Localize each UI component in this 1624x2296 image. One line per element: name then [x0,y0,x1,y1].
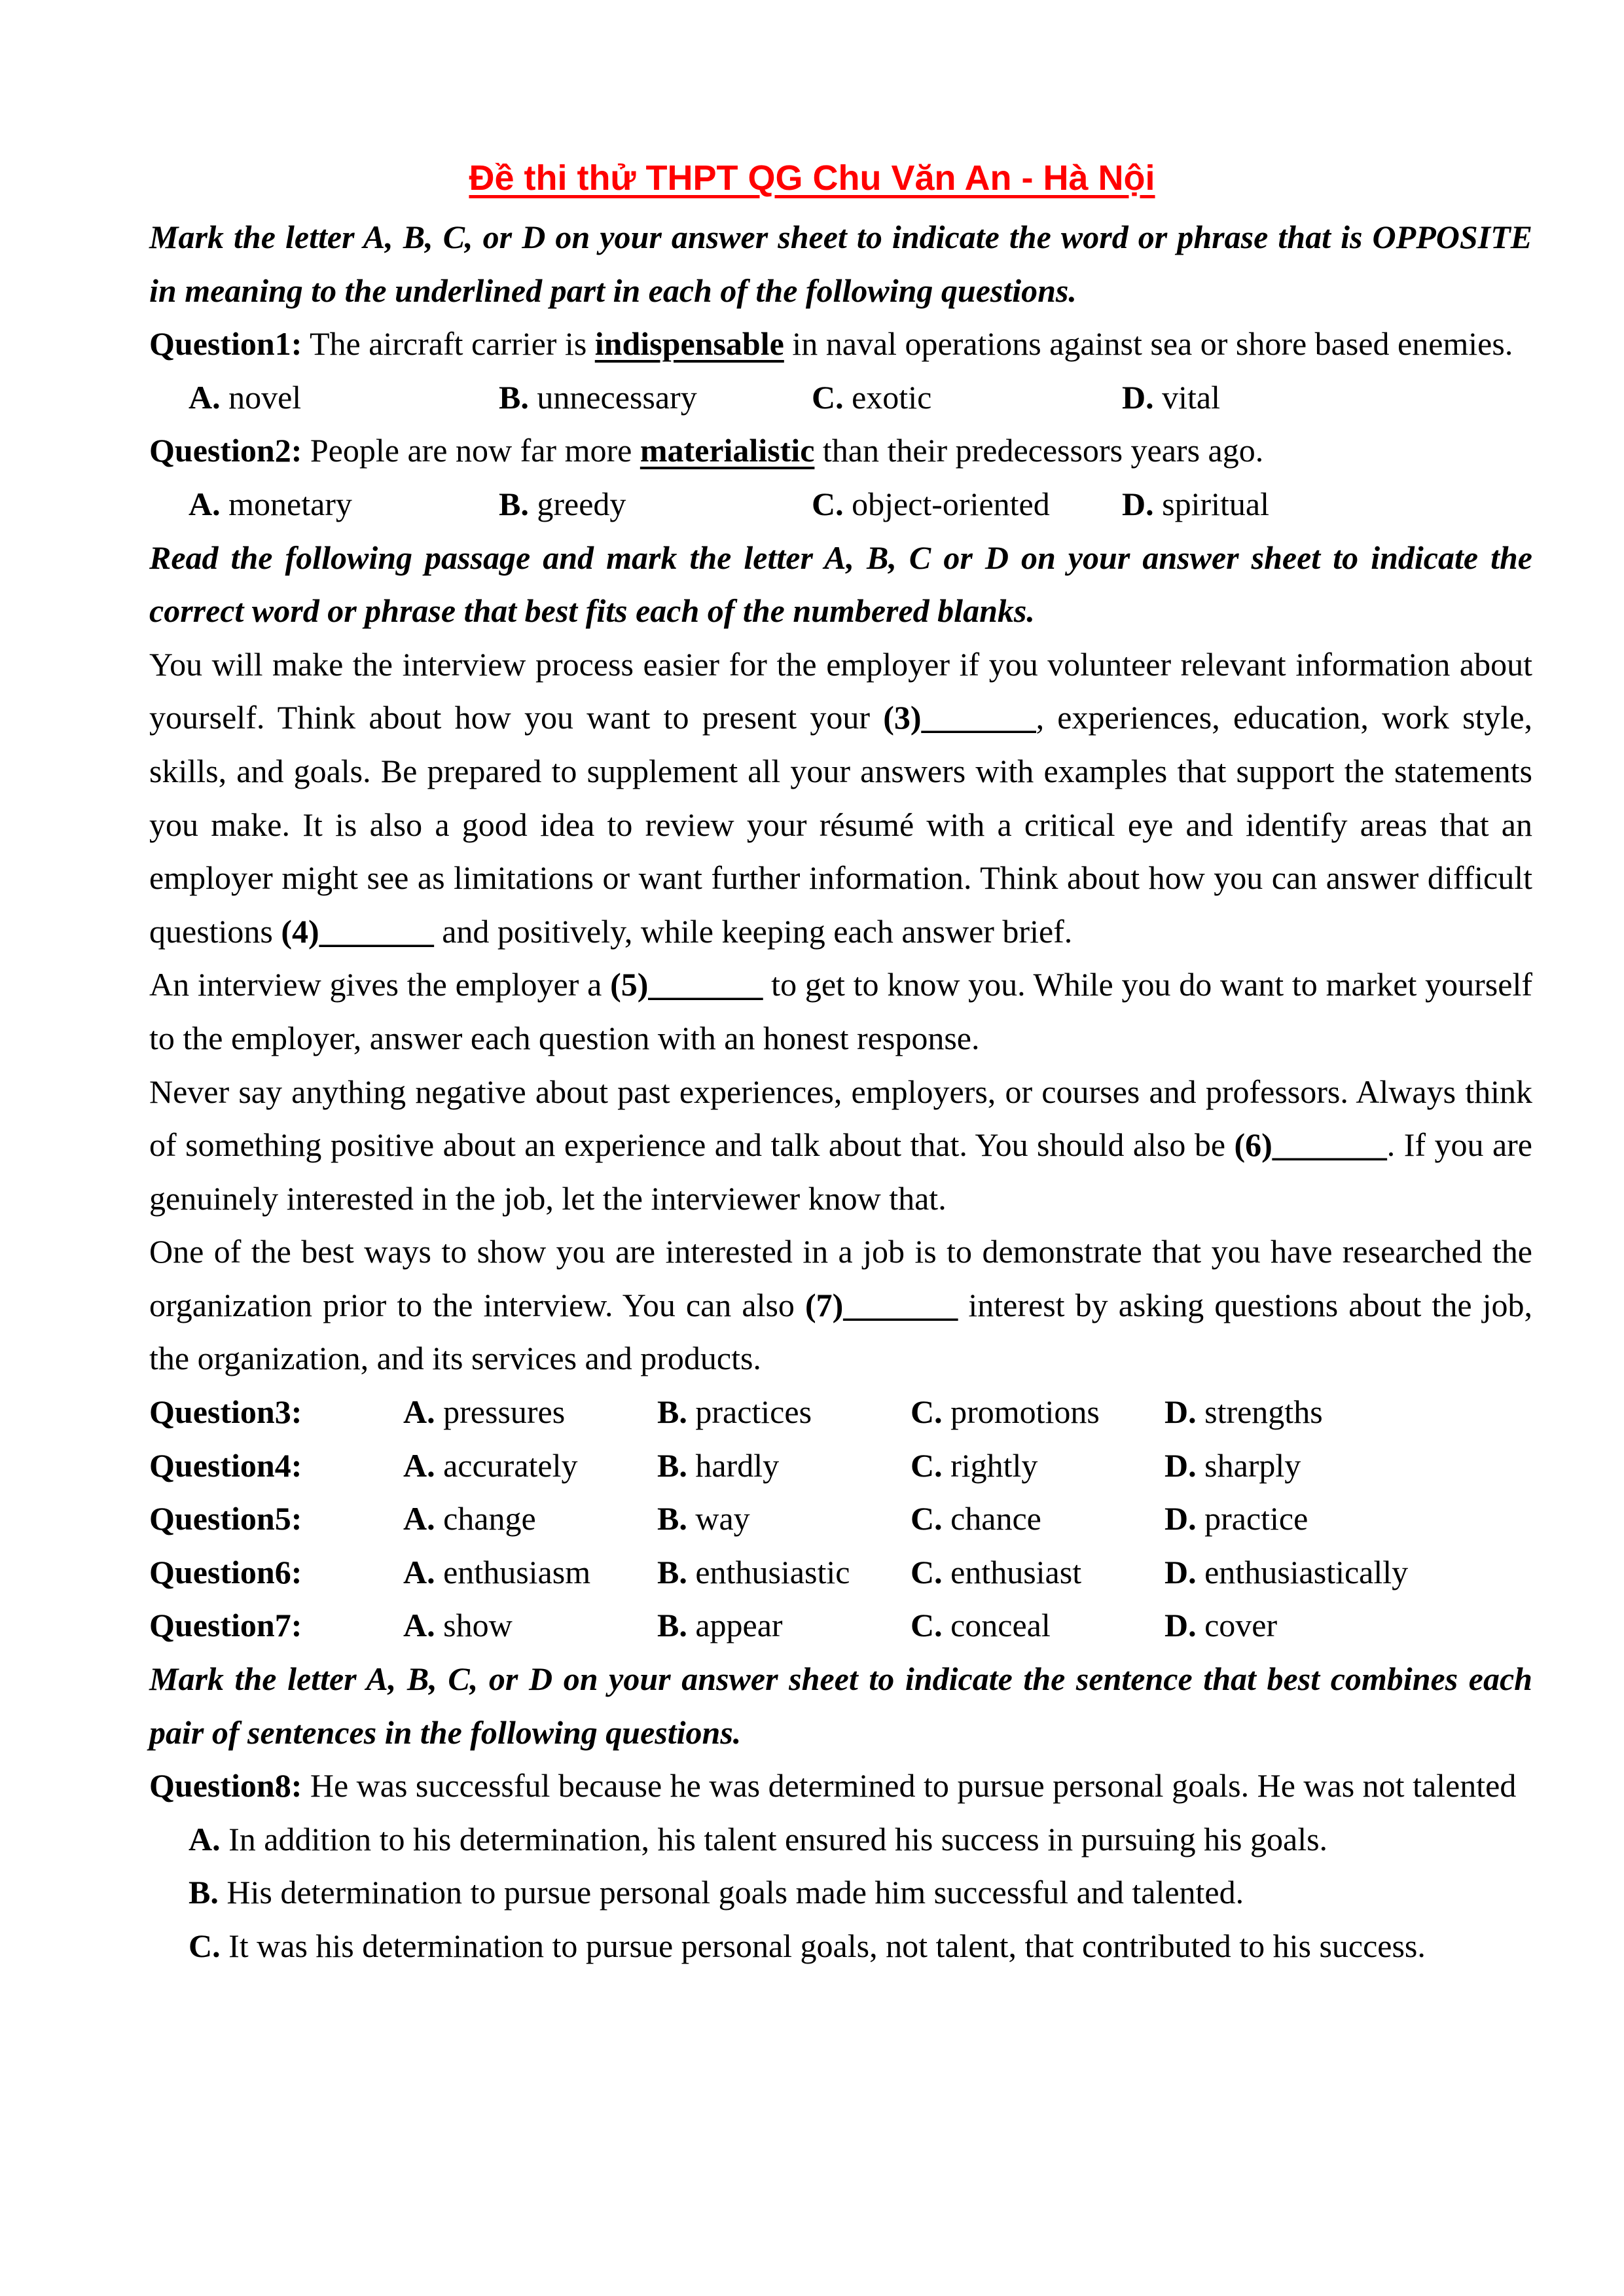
option-c[interactable] [911,1492,1041,1546]
option-b[interactable] [499,478,626,531]
option-d[interactable] [1164,1599,1277,1653]
option-letter: C. [911,1553,943,1590]
question-text: in naval operations against sea or shore based enemies. [784,325,1513,363]
option-a[interactable] [403,1599,513,1653]
passage-paragraph-4 [149,1225,1532,1386]
option-letter: B. [657,1393,687,1431]
passage-text: An interview gives the employer a [149,966,611,1003]
title-text: Đề thi thử THPT QG Chu Văn An - Hà Nội [469,158,1155,198]
option-text: spiritual [1153,485,1269,522]
option-text: practice [1196,1500,1308,1537]
question-2-options [149,478,1532,531]
passage-text: to get to know you. While you do want to market yourself to the employer, answer each question with an honest response. [149,966,1532,1056]
question-4-options [149,1439,1532,1493]
question-label: Question7: [149,1607,302,1644]
option-text: show [435,1607,513,1644]
option-letter: C. [812,485,844,522]
blank-6: (6)_______ [1234,1126,1387,1164]
option-a[interactable] [189,478,352,531]
question-text: He was successful because he was determined to pursue personal goals. He was not talented [302,1767,1517,1804]
option-text: conceal [942,1607,1051,1644]
option-b[interactable] [657,1439,779,1493]
option-a[interactable] [403,1386,565,1439]
option-text: In addition to his determination, his talent ensured his success in pursuing his goals. [220,1820,1328,1857]
question-8 [149,1759,1532,1813]
option-letter: B. [189,1874,219,1911]
option-c[interactable] [149,1920,1532,1973]
option-text: cover [1196,1607,1278,1644]
question-text: People are now far more [302,432,640,469]
passage-paragraph-1 [149,638,1532,959]
option-text: greedy [528,485,626,522]
option-letter: C. [911,1607,943,1644]
blank-3: (3)_______ [883,699,1036,736]
option-text: pressures [435,1393,566,1431]
option-text: unnecessary [528,378,697,416]
passage-text: You will make the interview process easier for the employer if you volunteer relevant information about yourself. Think about how you want to present your [149,645,1532,736]
option-letter: D. [1164,1500,1197,1537]
option-text: promotions [942,1393,1100,1431]
question-2 [149,424,1532,478]
passage-text: and positively, while keeping each answer brief. [433,912,1073,950]
option-text: practices [687,1393,812,1431]
option-text: monetary [220,485,352,522]
option-letter: B. [657,1607,687,1644]
option-letter: B. [657,1446,687,1484]
option-letter: B. [657,1500,687,1537]
passage-text: . If you are genuinely interested in the job, let the interviewer know that. [149,1126,1532,1217]
option-letter: A. [403,1607,435,1644]
option-letter: A. [403,1500,435,1537]
option-text: appear [687,1607,783,1644]
question-5-options [149,1492,1532,1546]
question-label: Question8: [149,1767,302,1804]
option-text: enthusiastic [687,1553,850,1590]
passage-text: Never say anything negative about past experiences, employers, or courses and professors. Always think of something positive about an experience and talk about that. You should also be [149,1073,1532,1164]
option-text: enthusiasm [435,1553,591,1590]
option-text: It was his determination to pursue personal goals, not talent, that contributed to his success. [220,1928,1426,1964]
exam-content [149,211,1532,1973]
option-text: His determination to pursue personal goals made him successful and talented. [218,1874,1244,1911]
option-text: enthusiastically [1196,1553,1409,1590]
option-text: vital [1153,378,1220,416]
option-a[interactable] [189,371,301,425]
question-label: Question1: [149,325,302,363]
option-text: way [687,1500,750,1537]
option-letter: C. [189,1928,221,1964]
underlined-word: materialistic [640,432,815,469]
option-b[interactable] [657,1599,783,1653]
option-a[interactable] [403,1546,590,1600]
option-letter: B. [499,378,529,416]
option-d[interactable] [1122,371,1220,425]
option-c[interactable] [812,371,931,425]
blank-7: (7)_______ [805,1286,958,1323]
option-c[interactable] [911,1546,1081,1600]
option-text: exotic [843,378,932,416]
option-c[interactable] [911,1439,1038,1493]
option-c[interactable] [812,478,1050,531]
question-3-options [149,1386,1532,1439]
option-text: strengths [1196,1393,1323,1431]
option-b[interactable] [657,1492,750,1546]
section3-instruction: Mark the letter A, B, C, or D on your answer sheet to indicate the sentence that best combines each pair of sentences in the following questions. [149,1660,1532,1751]
passage-paragraph-2 [149,958,1532,1065]
question-1-options [149,371,1532,425]
option-letter: C. [911,1500,943,1537]
option-letter: A. [403,1553,435,1590]
option-d[interactable] [1164,1386,1323,1439]
cloze-questions [149,1386,1532,1653]
option-text: sharply [1196,1446,1301,1484]
option-letter: D. [1122,378,1154,416]
option-letter: D. [1164,1446,1197,1484]
option-b[interactable] [149,1866,1532,1920]
option-text: hardly [687,1446,780,1484]
option-b[interactable] [499,371,697,425]
blank-5: (5)_______ [610,966,763,1003]
option-d[interactable] [1122,478,1269,531]
question-1 [149,317,1532,371]
option-text: enthusiast [942,1553,1082,1590]
option-a[interactable] [149,1813,1532,1867]
option-b[interactable] [657,1386,812,1439]
option-a[interactable] [403,1492,536,1546]
option-a[interactable] [403,1439,578,1493]
section1-instruction: Mark the letter A, B, C, or D on your answer sheet to indicate the word or phrase that is OPPOSITE in meaning to the underlined part in each of the following questions. [149,219,1532,309]
option-letter: B. [657,1553,687,1590]
question-label: Question5: [149,1500,302,1537]
option-c[interactable] [911,1599,1051,1653]
option-d[interactable] [1164,1492,1308,1546]
option-d[interactable] [1164,1439,1301,1493]
question-label: Question6: [149,1553,302,1590]
question-text: The aircraft carrier is [302,325,595,363]
passage-text: , experiences, education, work style, skills, and goals. Be prepared to supplement all your answers with examples that support the statements you make. It is also a good idea to review your résumé with a critical eye and identify areas that an employer might see as limitations or want further information. Think about how you can answer difficult questions [149,699,1533,950]
option-letter: D. [1164,1553,1197,1590]
question-text: than their predecessors years ago. [814,432,1264,469]
option-letter: D. [1164,1607,1197,1644]
option-text: accurately [435,1446,578,1484]
section2-instruction: Read the following passage and mark the letter A, B, C or D on your answer sheet to indicate the correct word or phrase that best fits each of the numbered blanks. [149,539,1532,630]
option-letter: D. [1122,485,1154,522]
option-letter: C. [911,1446,943,1484]
option-text: change [435,1500,536,1537]
question-6-options [149,1546,1532,1600]
option-letter: A. [189,485,221,522]
question-label: Question3: [149,1393,302,1431]
option-text: rightly [942,1446,1038,1484]
question-7-options [149,1599,1532,1653]
option-text: novel [220,378,302,416]
option-b[interactable] [657,1546,850,1600]
option-letter: A. [189,1820,221,1857]
option-letter: B. [499,485,529,522]
option-text: chance [942,1500,1041,1537]
passage-text: One of the best ways to show you are interested in a job is to demonstrate that you have researched the organization prior to the interview. You can also [149,1233,1532,1323]
passage-text: interest by asking questions about the job, the organization, and its services and products. [149,1286,1532,1377]
option-letter: D. [1164,1393,1197,1431]
option-letter: C. [911,1393,943,1431]
option-letter: A. [403,1393,435,1431]
blank-4: (4)_______ [281,912,434,950]
option-text: object-oriented [843,485,1050,522]
question-label: Question4: [149,1446,302,1484]
passage-paragraph-3 [149,1066,1532,1226]
underlined-word: indispensable [594,325,784,363]
option-d[interactable] [1164,1546,1408,1600]
question-label: Question2: [149,432,302,469]
option-c[interactable] [911,1386,1100,1439]
option-letter: A. [403,1446,435,1484]
page-title [0,152,1624,204]
option-letter: A. [189,378,221,416]
option-letter: C. [812,378,844,416]
